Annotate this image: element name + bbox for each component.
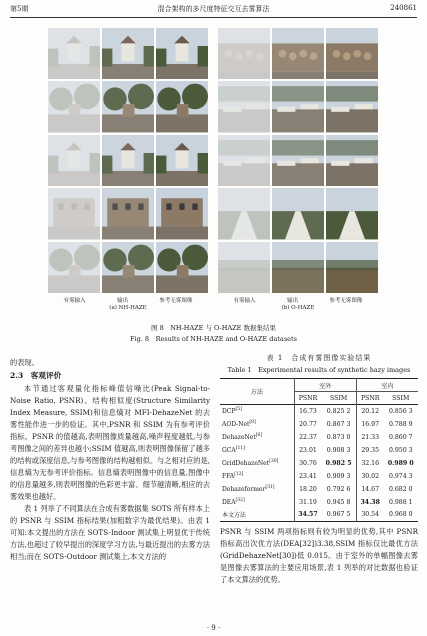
metric-cell: 0.873 0 xyxy=(321,431,356,444)
table-row xyxy=(220,496,418,509)
metric-cell: 0.988 1 xyxy=(388,498,413,506)
metric-cell: 0.860 7 xyxy=(388,433,413,441)
dehazed-output-image xyxy=(102,242,154,293)
col-label-reference: 参考无雾图像 xyxy=(159,298,193,304)
table-row xyxy=(220,470,418,483)
metric-cell: 0.967 5 xyxy=(321,509,356,522)
reference-clear-image xyxy=(156,28,208,79)
subcaption-a: (a) NH-HAZE xyxy=(109,305,147,311)
figure-caption-cn: 图 8 NH-HAZE 与 O-HAZE 数据集结果 xyxy=(151,324,276,332)
method-name: 本文方法 xyxy=(220,509,294,522)
section-heading: 2.3 客观评价 xyxy=(10,371,62,380)
metric-cell: 31.19 xyxy=(299,498,317,506)
panel-b-labels xyxy=(218,296,378,311)
metric-cell: 30.02 xyxy=(361,472,380,480)
header-indoor: 室内 xyxy=(356,379,418,392)
header-ssim: SSIM xyxy=(321,392,356,405)
metric-cell: 0.788 9 xyxy=(388,420,413,428)
table-row xyxy=(220,405,418,418)
metric-cell: 30.54 xyxy=(361,511,380,519)
page-number: · 9 · xyxy=(206,624,221,632)
dehazed-output-image xyxy=(102,81,154,132)
method-name: DCP[5] xyxy=(220,405,294,418)
method-name: FFA[12] xyxy=(220,470,294,483)
metric-cell: 20.77 xyxy=(299,420,317,428)
method-name: GCA[11] xyxy=(220,444,294,457)
metric-cell: 32.16 xyxy=(361,459,380,467)
results-table xyxy=(220,378,418,522)
dehazed-output-image xyxy=(272,242,324,293)
metric-cell: 0.867 3 xyxy=(321,418,356,431)
metric-cell: 20.12 xyxy=(361,407,380,415)
method-name: DehazeNet[6] xyxy=(220,431,294,444)
hazy-input-image xyxy=(48,135,100,186)
paragraph-continuation: 的表现。 xyxy=(10,358,39,367)
metric-cell: 14.67 xyxy=(361,485,380,493)
metric-cell: 18.20 xyxy=(299,485,317,493)
dehazed-output-image xyxy=(272,28,324,79)
dehazed-output-image xyxy=(272,188,324,239)
header-ssim: SSIM xyxy=(392,394,410,402)
hazy-input-image xyxy=(48,81,100,132)
hazy-input-image xyxy=(48,242,100,293)
reference-clear-image xyxy=(326,81,378,132)
reference-clear-image xyxy=(326,28,378,79)
figure-panel-o-haze xyxy=(218,28,378,293)
reference-clear-image xyxy=(156,135,208,186)
right-column xyxy=(220,353,418,586)
col-label-hazy-input: 有雾输入 xyxy=(63,298,86,304)
metric-cell: 23.01 xyxy=(299,446,317,454)
figure-caption-en: Fig. 8 Results of NH-HAZE and O-HAZE datasets xyxy=(130,335,297,343)
metric-cell: 0.968 0 xyxy=(388,511,413,519)
running-title: 混合架构的多尺度特征交互去雾算法 xyxy=(157,5,270,13)
method-name: DEA[32] xyxy=(220,496,294,509)
reference-clear-image xyxy=(326,242,378,293)
metric-cell: 0.945 8 xyxy=(321,496,356,509)
metric-cell: 23.41 xyxy=(299,472,317,480)
metric-cell: 30.76 xyxy=(299,459,317,467)
col-label-reference: 参考无雾图像 xyxy=(329,298,363,304)
article-id: 240861 xyxy=(390,4,417,12)
metric-cell: 29.35 xyxy=(361,446,380,454)
metric-cell: 0.908 3 xyxy=(321,444,356,457)
hazy-input-image xyxy=(218,81,270,132)
dehazed-output-image xyxy=(272,81,324,132)
method-name: Dehazeformer[31] xyxy=(220,483,294,496)
dehazed-output-image xyxy=(102,188,154,239)
method-name: GridDehazeNet[30] xyxy=(220,457,294,470)
left-column xyxy=(10,357,210,563)
header-rule xyxy=(10,17,417,18)
metric-cell: 34.38 xyxy=(360,498,380,506)
metric-cell: 0.682 0 xyxy=(388,485,413,493)
table-row xyxy=(220,509,418,522)
dehazed-output-image xyxy=(272,135,324,186)
metric-cell: 0.974 3 xyxy=(388,472,413,480)
dehazed-output-image xyxy=(102,28,154,79)
hazy-input-image xyxy=(218,188,270,239)
table-row xyxy=(220,431,418,444)
metric-cell: 0.909 3 xyxy=(321,470,356,483)
reference-clear-image xyxy=(156,188,208,239)
metric-cell: 0.792 6 xyxy=(321,483,356,496)
reference-clear-image xyxy=(326,135,378,186)
table-title-cn: 表 1 合成有雾图像实验结果 xyxy=(266,354,372,362)
method-name: AOD-Net[8] xyxy=(220,418,294,431)
col-label-hazy-input: 有雾输入 xyxy=(233,298,256,304)
metric-cell: 0.856 3 xyxy=(388,407,413,415)
table-row xyxy=(220,483,418,496)
paragraph-right: PSNR 与 SSIM 两项指标则有较为明显的优势,其中 PSNR 指标高出次优方法(DEA[32])3.38,SSIM 指标仅比最优方法(GridDehazeNet[30])低 0.015。由于室外的单幅图像去雾是图像去雾算法的主要应用场景,表 1 列举的对比数据也验证了本文算法的优势。 xyxy=(220,527,418,584)
running-header xyxy=(10,4,417,16)
table-row xyxy=(220,418,418,431)
paragraph-metrics: 本节通过客观量化指标峰值信噪比(Peak Signal-to-Noise Ratio, PSNR)、结构相似度(Structure Similarity Index Measure, SSIM)和信息熵对 MFI-DehazeNet 的去雾性能作进一步的验证。其中,PSNR 和 SSIM 为有参考评价指标。PSNR 的值越高,表明图像质量越高,噪声程度越低,与参考图像之间的差异也越小;SSIM 值越高,则表明图像保留了越多的结构或深度信息,与参考图像的结构越相似。与之相对应的是,信息熵为无参考评价指标。信息熵表明图像中的信息量,图像中的信息量越多,则表明图像的色彩更丰富、细节越清晰,相应的去雾效果也越好。 xyxy=(10,384,210,501)
table-row xyxy=(220,444,418,457)
header-outdoor: 室外 xyxy=(294,379,356,392)
table-row xyxy=(220,457,418,470)
col-label-output: 输出 xyxy=(116,298,128,304)
metric-cell: 0.982 5 xyxy=(321,457,356,470)
subcaption-b: (b) O-HAZE xyxy=(281,305,315,311)
metric-cell: 0.950 3 xyxy=(388,446,413,454)
metric-cell: 0.989 0 xyxy=(387,459,414,467)
metric-cell: 0.825 2 xyxy=(321,405,356,418)
header-psnr: PSNR xyxy=(298,394,318,402)
paragraph-table-discussion: 表 1 列举了不同算法在合成有雾数据集 SOTS 所有样本上的 PSNR 与 SSIM 指标结果(加粗数字为最优结果)。由表 1 可知:本文提出的方法在 SOTS-Indoor 测试集上明显优于传统方法,也超过了较早提出的深度学习方法,与最近提出的去雾方法相当;而在 SOTS-Outdoor 测试集上,本文方法的 xyxy=(10,504,210,561)
metric-cell: 34.57 xyxy=(298,511,318,519)
table-title-en: Table 1 Experimental results of synthetic hazy images xyxy=(227,366,411,374)
hazy-input-image xyxy=(48,28,100,79)
header-psnr: PSNR xyxy=(360,394,380,402)
reference-clear-image xyxy=(326,188,378,239)
header-method: 方法 xyxy=(220,379,294,405)
panel-a-labels xyxy=(48,296,208,311)
hazy-input-image xyxy=(218,135,270,186)
metric-cell: 22.37 xyxy=(299,433,317,441)
hazy-input-image xyxy=(218,242,270,293)
reference-clear-image xyxy=(156,81,208,132)
issue-number: 第5期 xyxy=(10,5,29,13)
figure-panel-nh-haze xyxy=(48,28,208,293)
metric-cell: 16.73 xyxy=(299,407,317,415)
hazy-input-image xyxy=(218,28,270,79)
hazy-input-image xyxy=(48,188,100,239)
reference-clear-image xyxy=(156,242,208,293)
metric-cell: 21.33 xyxy=(361,433,380,441)
metric-cell: 16.97 xyxy=(361,420,380,428)
dehazed-output-image xyxy=(102,135,154,186)
col-label-output: 输出 xyxy=(286,298,298,304)
